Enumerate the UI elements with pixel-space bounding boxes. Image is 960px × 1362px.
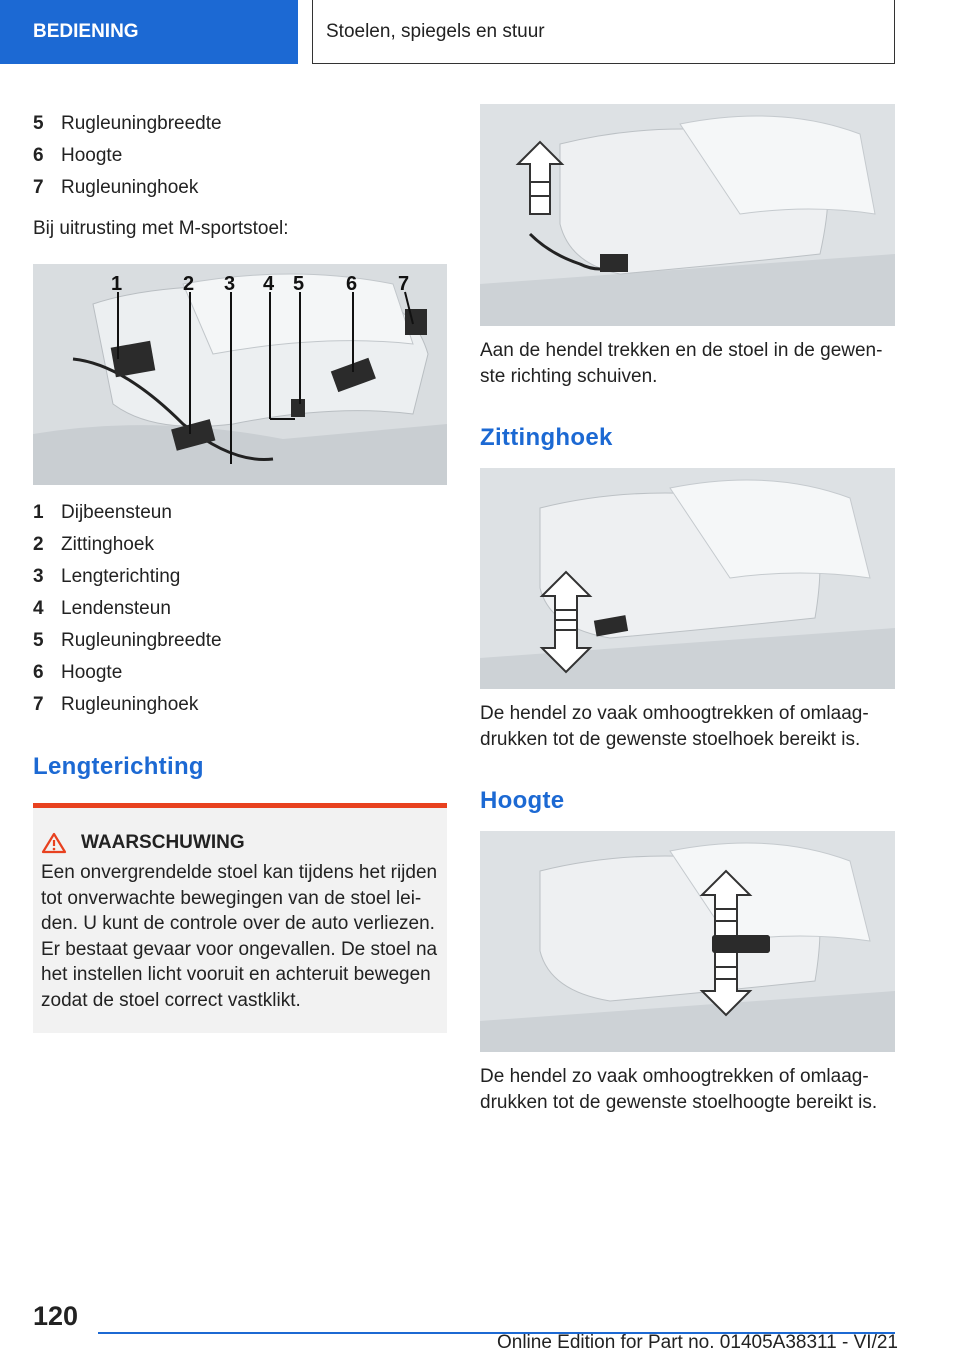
intro-text: Bij uitrusting met M-sportstoel: [33,218,289,239]
page-number: 120 [33,1301,79,1331]
warning-text: Een onvergrendelde stoel kan tijdens het rijden tot onverwachte bewegingen van de stoel lei-den. U kunt de controle over de auto verliezen. Er bestaat gevaar voor ongevallen. De stoel na het instellen licht vooruit en achteruit bewegen zodat de stoel correct vastklikt. [41,862,438,1011]
height-instruction: De hendel zo vaak omhoogtrekken of omlaag-drukken tot de gewenste stoelhoogte bereikt is. [480,1066,878,1113]
seat-angle-illustration [480,468,895,689]
callout-1: 1 [111,273,123,295]
seat-angle-figure [480,468,895,689]
section-heading-hoogte: Hoogte [480,787,565,814]
chapter-title: Stoelen, spiegels en stuur [312,0,895,64]
warning-title: WAARSCHUWING [81,832,245,853]
section-heading-lengterichting: Lengterichting [33,753,204,780]
callout-2: 2 [183,273,195,295]
seat-height-illustration [480,831,895,1052]
length-instruction: Aan de hendel trekken en de stoel in de gewen-ste richting schuiven. [480,340,883,387]
warning-box [33,803,447,1033]
list-item: 7 Rugleuninghoek [33,177,199,198]
seat-length-illustration [480,104,895,326]
callout-6: 6 [346,273,358,295]
callout-5: 5 [293,273,305,295]
list-item: 5 Rugleuningbreedte [33,113,222,134]
sport-seat-figure [33,264,447,485]
seat-height-figure [480,831,895,1052]
list-item: 4 Lendensteun [33,598,171,619]
list-item: 1 Dijbeensteun [33,502,172,523]
left-column [33,108,447,1033]
warning-header [41,832,439,854]
angle-instruction: De hendel zo vaak omhoogtrekken of omlaag-drukken tot de gewenste stoelhoek bereikt is. [480,703,869,750]
section-tab: BEDIENING [0,0,298,64]
callout-7: 7 [398,273,410,295]
seat-length-figure [480,104,895,326]
list-item: 6 Hoogte [33,145,123,166]
list-item: 6 Hoogte [33,662,123,683]
right-column [480,104,895,1116]
list-item: 7 Rugleuninghoek [33,694,199,715]
list-item: 5 Rugleuningbreedte [33,630,222,651]
list-item: 3 Lengterichting [33,566,181,587]
warning-triangle-icon [41,832,67,854]
section-heading-zittinghoek: Zittinghoek [480,424,613,451]
footer-edition: Online Edition for Part no. 01405A38311 - VI/21 [496,1332,898,1353]
callout-4: 4 [263,273,275,295]
callout-3: 3 [224,273,236,295]
list-item: 2 Zittinghoek [33,534,154,555]
sport-seat-illustration [33,264,447,485]
